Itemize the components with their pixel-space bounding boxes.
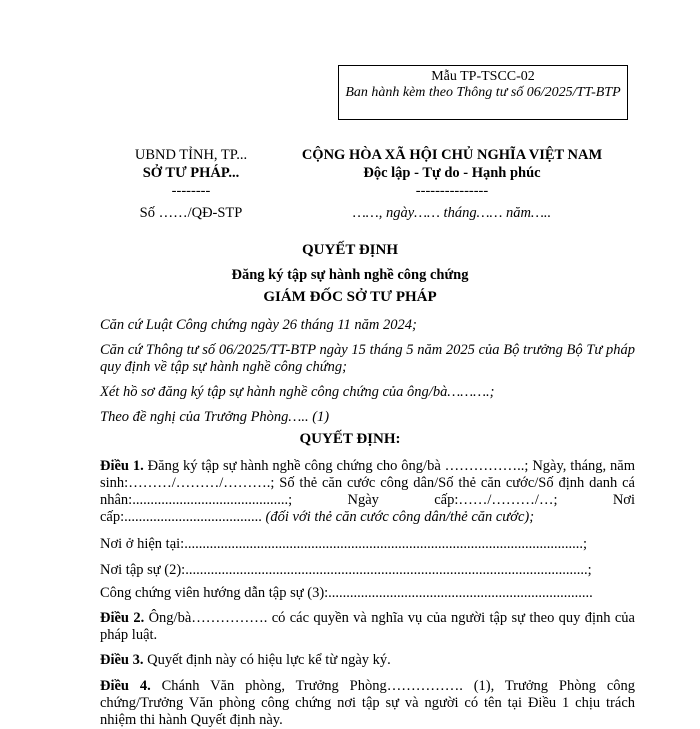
form-code: Mẫu TP-TSCC-02 [431,69,535,84]
article-1-text: Đăng ký tập sự hành nghề công chứng cho ông/bà ……………..; Ngày, tháng, năm sinh:………/………/……….; Số thẻ căn cước công dân/Số thẻ căn cước/Số định danh cá nhân:...........................................; Ngày cấp:……/………/…; Nơi cấp:...................................... [100,458,635,525]
left-separator: -------- [171,183,211,199]
national-motto: Độc lập - Tự do - Hạnh phúc [363,165,541,181]
right-separator: --------------- [415,183,489,199]
country-name: CỘNG HÒA XÃ HỘI CHỦ NGHĨA VIỆT NAM [301,147,603,163]
article-3-text: Quyết định này có hiệu lực kể từ ngày ký. [147,652,391,668]
form-issued-by: Ban hành kèm theo Thông tư số 06/2025/TT-BTP [345,85,621,100]
legal-basis-2: Căn cứ Thông tư số 06/2025/TT-BTP ngày 15 tháng 5 năm 2025 của Bộ trưởng Bộ Tư pháp quy định về tập sự hành nghề công chứng; [100,342,635,375]
article-4-label: Điều 4. [100,678,151,694]
issue-date: ……, ngày…… tháng…… năm….. [352,205,552,221]
article-2-text: Ông/bà……………. có các quyền và nghĩa vụ của người tập sự theo quy định của pháp luật. [100,610,635,643]
issuing-authority: GIÁM ĐỐC SỞ TƯ PHÁP [263,289,437,305]
legal-basis-1: Căn cứ Luật Công chứng ngày 26 tháng 11 năm 2024; [100,317,417,333]
legal-basis-3: Xét hồ sơ đăng ký tập sự hành nghề công chứng của ông/bà……….; [100,384,495,400]
decides-heading: QUYẾT ĐỊNH: [299,431,401,447]
article-3 [100,652,635,669]
department-name: SỞ TƯ PHÁP... [142,165,240,181]
article-4 [100,678,635,729]
document-subject: Đăng ký tập sự hành nghề công chứng [231,267,469,283]
article-1-label: Điều 1. [100,458,144,474]
decision-number: Số ……/QĐ-STP [139,205,243,221]
article-4-text: Chánh Văn phòng, Trưởng Phòng……………. (1), Trưởng Phòng công chứng/Trưởng Văn phòng công chứng nơi tập sự và người có tên tại Điều 1 chịu trách nhiệm thi hành Quyết định này. [100,678,636,728]
article-1-note: (đối với thẻ căn cước công dân/thẻ căn cước); [265,509,535,525]
form-code-box [338,65,628,120]
province-name: UBND TỈNH, TP... [134,147,248,163]
supervisor-line: Công chứng viên hướng dẫn tập sự (3):......................................................................... [100,585,593,601]
article-1 [100,458,635,526]
legal-basis-4: Theo đề nghị của Trưởng Phòng….. (1) [100,409,330,425]
national-header [282,146,622,222]
article-3-label: Điều 3. [100,652,144,668]
practice-place-line: Nơi tập sự (2):...............................................................................................................; [100,562,592,578]
document-title: QUYẾT ĐỊNH [302,242,398,258]
article-2-label: Điều 2. [100,610,145,626]
residence-line: Nơi ở hiện tại:..............................................................................................................; [100,536,587,552]
article-2 [100,610,635,644]
issuing-authority-header [100,146,282,222]
